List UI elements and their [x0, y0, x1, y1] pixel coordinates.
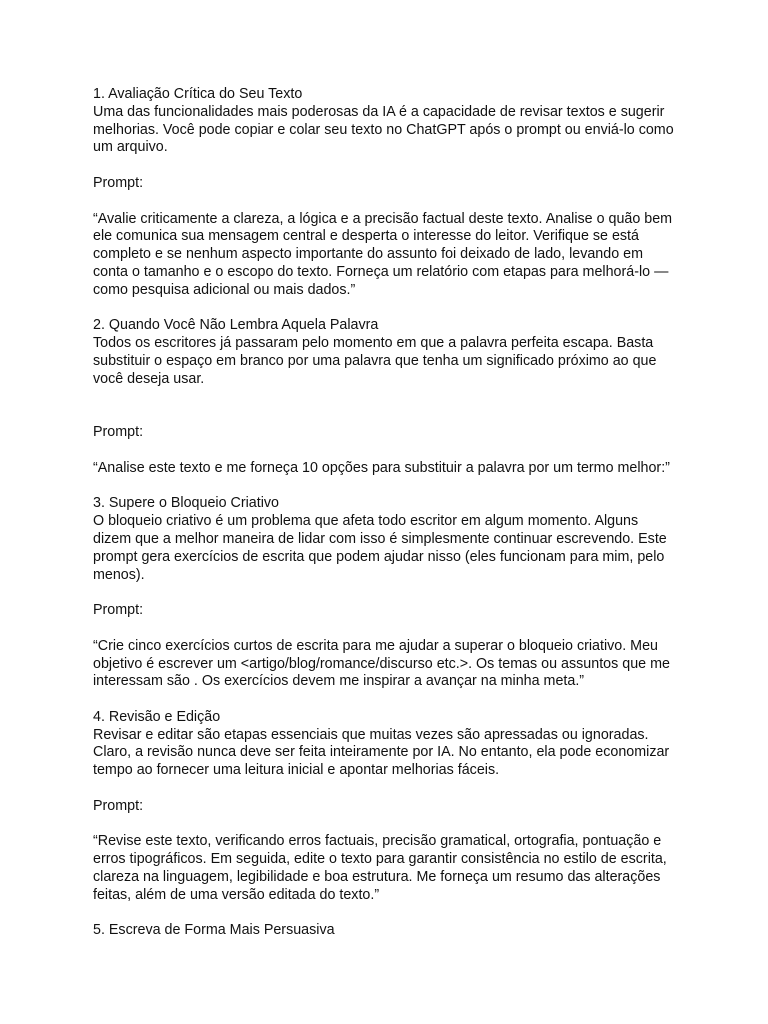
prompt-label: Prompt:	[93, 602, 144, 619]
section-heading: 2. Quando Você Não Lembra Aquela Palavra	[93, 317, 379, 334]
prompt-line: “Revise este texto, verificando erros factuais, precisão gramatical, ortografia, pontuação e	[93, 833, 662, 850]
prompt-text	[93, 211, 683, 300]
section-heading: 3. Supere o Bloqueio Criativo	[93, 495, 279, 512]
prompt-label: Prompt:	[93, 424, 144, 441]
section-3	[93, 495, 683, 584]
section-heading: 1. Avaliação Crítica do Seu Texto	[93, 86, 303, 102]
body-line: Revisar e editar são etapas essenciais que muitas vezes são apressadas ou ignoradas.	[93, 726, 649, 743]
prompt-line: completo e se nenhum aspecto importante do assunto foi deixado de lado, levando em	[93, 246, 643, 263]
prompt-line: “Crie cinco exercícios curtos de escrita para me ajudar a superar o bloqueio criativo. Meu	[93, 637, 658, 654]
prompt-line: como pesquisa adicional ou mais dados.”	[93, 281, 356, 298]
prompt-label: Prompt:	[93, 797, 144, 814]
body-line: Uma das funcionalidades mais poderosas da IA é a capacidade de revisar textos e sugerir	[93, 103, 665, 120]
prompt-line: objetivo é escrever um <artigo/blog/romance/discurso etc.>. Os temas ou assuntos que me	[93, 655, 670, 672]
document-page	[93, 86, 683, 940]
prompt-text	[93, 638, 683, 691]
prompt-label: Prompt:	[93, 174, 144, 191]
prompt-line: clareza na linguagem, legibilidade e boa estrutura. Me forneça um resumo das alterações	[93, 869, 661, 886]
section-heading: 5. Escreva de Forma Mais Persuasiva	[93, 922, 335, 939]
prompt-text	[93, 460, 683, 478]
body-line: Claro, a revisão nunca deve ser feita inteiramente por IA. No entanto, ela pode economizar	[93, 744, 670, 761]
section-5	[93, 922, 683, 940]
section-2	[93, 317, 683, 388]
section-1	[93, 86, 683, 157]
prompt-line: conta o tamanho e o escopo do texto. Forneça um relatório com etapas para melhorá-lo —	[93, 263, 669, 280]
body-line: um arquivo.	[93, 139, 168, 156]
prompt-line: feitas, além de uma versão editada do texto.”	[93, 886, 380, 903]
prompt-line: “Avalie criticamente a clareza, a lógica e a precisão factual deste texto. Analise o quão bem	[93, 210, 673, 227]
section-heading: 4. Revisão e Edição	[93, 708, 221, 725]
body-line: melhorias. Você pode copiar e colar seu texto no ChatGPT após o prompt ou enviá-lo como	[93, 121, 674, 138]
body-line: O bloqueio criativo é um problema que afeta todo escritor em algum momento. Alguns	[93, 513, 639, 530]
body-line: dizem que a melhor maneira de lidar com isso é simplesmente continuar escrevendo. Este	[93, 530, 667, 547]
prompt-line: erros tipográficos. Em seguida, edite o texto para garantir consistência no estilo de escrita,	[93, 851, 667, 868]
body-line: prompt gera exercícios de escrita que podem ajudar nisso (eles funcionam para mim, pelo	[93, 548, 665, 565]
prompt-text	[93, 833, 683, 904]
body-line: Todos os escritores já passaram pelo momento em que a palavra perfeita escapa. Basta	[93, 335, 654, 352]
body-line: você deseja usar.	[93, 370, 205, 387]
prompt-line: interessam são . Os exercícios devem me inspirar a avançar na minha meta.”	[93, 673, 585, 690]
prompt-line: ele comunica sua mensagem central e desperta o interesse do leitor. Verifique se está	[93, 228, 639, 245]
prompt-line: “Analise este texto e me forneça 10 opções para substituir a palavra por um termo melhor:”	[93, 459, 670, 476]
body-line: substituir o espaço em branco por uma palavra que tenha um significado próximo ao que	[93, 352, 657, 369]
body-line: tempo ao fornecer uma leitura inicial e apontar melhorias fáceis.	[93, 762, 500, 779]
body-line: menos).	[93, 566, 145, 583]
section-4	[93, 709, 683, 780]
